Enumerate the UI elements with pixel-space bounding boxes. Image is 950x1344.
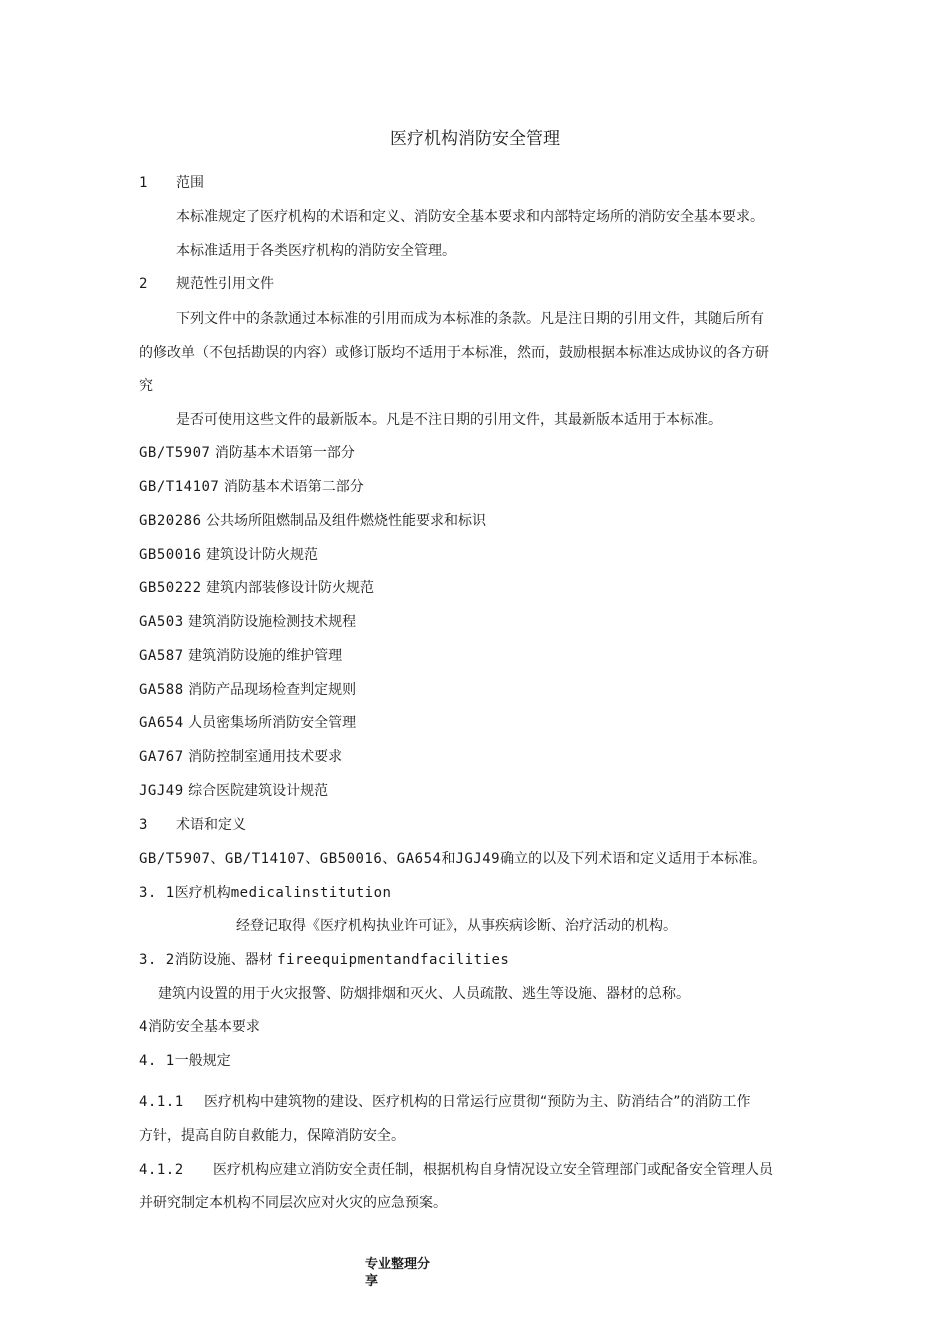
reference-code: GA503 bbox=[139, 614, 184, 630]
paragraph-rest: 确立的以及下列术语和定义适用于本标准。 bbox=[500, 851, 767, 867]
term-number: 3. 2 bbox=[139, 952, 175, 968]
reference-name: 人员密集场所消防安全管理 bbox=[188, 715, 357, 731]
reference-item bbox=[139, 511, 486, 531]
clause-number: 4.1.2 bbox=[139, 1162, 184, 1178]
reference-name: 消防基本术语第二部分 bbox=[223, 479, 364, 495]
section-number: 4. 1 bbox=[139, 1053, 175, 1069]
section-title: 规范性引用文件 bbox=[176, 276, 274, 292]
reference-item bbox=[139, 646, 342, 666]
clause-4-1-1 bbox=[139, 1092, 751, 1112]
term-3-2 bbox=[139, 950, 509, 970]
clause-text: 医疗机构应建立消防安全责任制，根据机构自身情况设立安全管理部门或配备安全管理人员 bbox=[213, 1162, 773, 1178]
reference-name: 建筑内部装修设计防火规范 bbox=[205, 580, 374, 596]
reference-name: 公共场所阻燃制品及组件燃烧性能要求和标识 bbox=[205, 513, 486, 529]
term-number: 3. 1 bbox=[139, 885, 175, 901]
standard-code: JGJ49 bbox=[455, 851, 501, 867]
reference-code: GB20286 bbox=[139, 513, 202, 529]
section-title: 一般规定 bbox=[174, 1053, 231, 1069]
reference-item bbox=[139, 680, 356, 700]
reference-code: GA654 bbox=[139, 715, 184, 731]
section-3-heading bbox=[139, 815, 246, 835]
conjunction: 和 bbox=[441, 851, 456, 867]
reference-item bbox=[139, 477, 364, 497]
reference-code: GA588 bbox=[139, 682, 184, 698]
term-en: fireequipmentandfacilities bbox=[277, 952, 510, 968]
section-number: 1 bbox=[139, 175, 148, 191]
section-title: 术语和定义 bbox=[176, 817, 246, 833]
clause-text: 医疗机构中建筑物的建设、医疗机构的日常运行应贯彻“预防为主、防消结合”的消防工作 bbox=[204, 1094, 751, 1110]
reference-name: 消防产品现场检查判定规则 bbox=[188, 682, 357, 698]
section-4-heading bbox=[139, 1017, 260, 1037]
term-definition: 经登记取得《医疗机构执业许可证》，从事疾病诊断、治疗活动的机构。 bbox=[236, 918, 677, 934]
section-number: 3 bbox=[139, 817, 148, 833]
paragraph-line: 下列文件中的条款通过本标准的引用而成为本标准的条款。凡是注日期的引用文件，其随后所有 bbox=[176, 311, 764, 327]
clause-continuation: 并研究制定本机构不同层次应对火灾的应急预案。 bbox=[139, 1195, 447, 1211]
reference-name: 建筑消防设施检测技术规程 bbox=[188, 614, 357, 630]
paragraph: 本标准规定了医疗机构的术语和定义、消防安全基本要求和内部特定场所的消防安全基本要求。 bbox=[176, 209, 764, 225]
term-definition: 建筑内设置的用于火灾报警、防烟排烟和灭火、人员疏散、逃生等设施、器材的总称。 bbox=[158, 986, 690, 1002]
term-zh: 医疗机构 bbox=[174, 885, 231, 901]
reference-item bbox=[139, 781, 328, 801]
reference-item bbox=[139, 443, 355, 463]
reference-name: 建筑消防设施的维护管理 bbox=[188, 648, 343, 664]
reference-code: JGJ49 bbox=[139, 783, 184, 799]
clause-number: 4.1.1 bbox=[139, 1094, 184, 1110]
reference-item bbox=[139, 612, 356, 632]
paragraph-line: 是否可使用这些文件的最新版本。凡是不注日期的引用文件，其最新版本适用于本标准。 bbox=[176, 412, 722, 428]
footer-watermark: 专业整理分享 bbox=[365, 1257, 431, 1289]
reference-item bbox=[139, 545, 318, 565]
paragraph: 本标准适用于各类医疗机构的消防安全管理。 bbox=[176, 243, 456, 259]
section-number: 2 bbox=[139, 276, 148, 292]
section-2-heading bbox=[139, 274, 274, 294]
reference-code: GB/T14107 bbox=[139, 479, 220, 495]
section-1-heading bbox=[139, 173, 204, 193]
section-title: 消防安全基本要求 bbox=[147, 1019, 260, 1035]
reference-name: 建筑设计防火规范 bbox=[205, 547, 318, 563]
section-title: 范围 bbox=[176, 175, 204, 191]
term-zh: 消防设施、器材 bbox=[174, 952, 273, 968]
reference-item bbox=[139, 713, 356, 733]
reference-code: GB50222 bbox=[139, 580, 202, 596]
clause-4-1-2 bbox=[139, 1160, 773, 1180]
reference-name: 消防基本术语第一部分 bbox=[214, 445, 355, 461]
subsection-4-1-heading bbox=[139, 1051, 231, 1071]
paragraph-line: 的修改单（不包括勘误的内容）或修订版均不适用于本标准，然而，鼓励根据本标准达成协议的各方研 bbox=[139, 345, 769, 361]
reference-name: 综合医院建筑设计规范 bbox=[188, 783, 329, 799]
clause-continuation: 方针，提高自防自救能力，保障消防安全。 bbox=[139, 1128, 405, 1144]
reference-code: GB50016 bbox=[139, 547, 202, 563]
term-3-1 bbox=[139, 883, 391, 903]
term-en: medicalinstitution bbox=[230, 885, 392, 901]
reference-item bbox=[139, 578, 374, 598]
reference-code: GB/T5907 bbox=[139, 445, 211, 461]
paragraph-line: 究 bbox=[139, 378, 153, 394]
reference-name: 消防控制室通用技术要求 bbox=[188, 749, 343, 765]
standard-codes: GB/T5907、GB/T14107、GB50016、GA654 bbox=[139, 851, 442, 867]
reference-code: GA587 bbox=[139, 648, 184, 664]
reference-item bbox=[139, 747, 342, 767]
section-number: 4 bbox=[139, 1019, 148, 1035]
paragraph bbox=[139, 849, 766, 869]
reference-code: GA767 bbox=[139, 749, 184, 765]
document-title: 医疗机构消防安全管理 bbox=[390, 129, 560, 149]
